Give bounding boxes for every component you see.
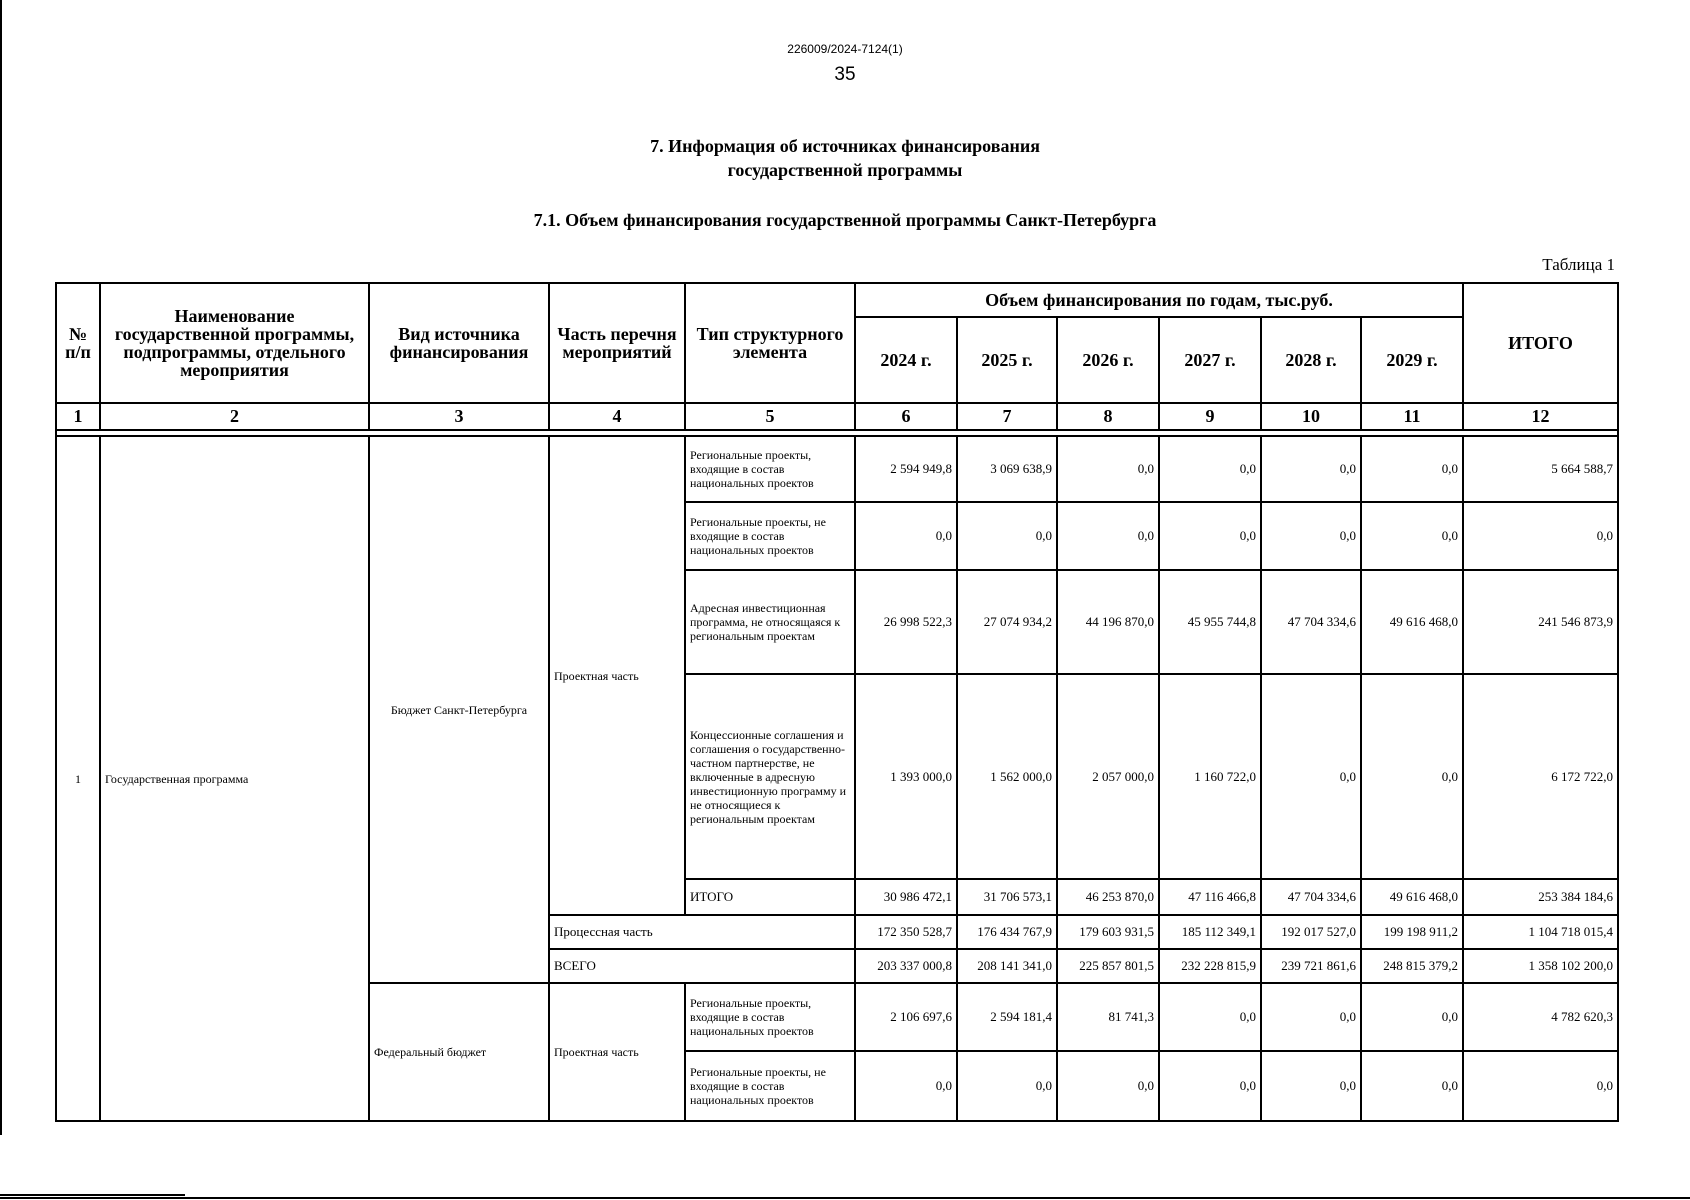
value-cell: 0,0 [1361, 983, 1463, 1051]
value-cell: 225 857 801,5 [1057, 949, 1159, 983]
value-cell: 232 228 815,9 [1159, 949, 1261, 983]
value-cell: 1 393 000,0 [855, 674, 957, 879]
value-cell: 0,0 [1261, 983, 1361, 1051]
section-title-line2: государственной программы [727, 160, 963, 180]
value-cell: 49 616 468,0 [1361, 570, 1463, 674]
header-year: 2029 г. [1361, 317, 1463, 403]
value-cell: 0,0 [1261, 502, 1361, 570]
value-cell: 0,0 [1057, 1051, 1159, 1121]
value-cell: 49 616 468,0 [1361, 879, 1463, 915]
program-number: 1 [56, 436, 100, 1121]
structural-type: ИТОГО [685, 879, 855, 915]
financing-table [55, 282, 1619, 1122]
header-year: 2026 г. [1057, 317, 1159, 403]
value-cell: 2 057 000,0 [1057, 674, 1159, 879]
value-cell: 208 141 341,0 [957, 949, 1057, 983]
value-cell: 0,0 [1361, 1051, 1463, 1121]
column-number: 4 [549, 403, 685, 430]
total-cell: 1 358 102 200,0 [1463, 949, 1618, 983]
value-cell: 192 017 527,0 [1261, 915, 1361, 949]
scan-bottom-tick [0, 1194, 185, 1196]
value-cell: 1 562 000,0 [957, 674, 1057, 879]
value-cell: 172 350 528,7 [855, 915, 957, 949]
structural-type: Концессионные соглашения и соглашения о государственно-частном партнерстве, не включенные в адресную инвестиционную программу и не относящиеся к региональным проектам [685, 674, 855, 879]
value-cell: 2 594 181,4 [957, 983, 1057, 1051]
value-cell: 0,0 [1159, 1051, 1261, 1121]
value-cell: 0,0 [1261, 674, 1361, 879]
structural-type: Региональные проекты, не входящие в состав национальных проектов [685, 1051, 855, 1121]
header-year: 2025 г. [957, 317, 1057, 403]
value-cell: 176 434 767,9 [957, 915, 1057, 949]
structural-type: Региональные проекты, не входящие в состав национальных проектов [685, 502, 855, 570]
header-year: 2024 г. [855, 317, 957, 403]
value-cell: 81 741,3 [1057, 983, 1159, 1051]
section-title [0, 134, 1690, 182]
column-number: 6 [855, 403, 957, 430]
value-cell: 0,0 [957, 502, 1057, 570]
value-cell: 31 706 573,1 [957, 879, 1057, 915]
document-id: 226009/2024-7124(1) [787, 42, 903, 56]
program-name: Государственная программа [100, 436, 369, 1121]
header-name: Наименование государственной программы, подпрограммы, отдельного мероприятия [100, 283, 369, 403]
part-project-federal: Проектная часть [549, 983, 685, 1121]
column-number: 2 [100, 403, 369, 430]
total-cell: 241 546 873,9 [1463, 570, 1618, 674]
header-source: Вид источника финансирования [369, 283, 549, 403]
value-cell: 0,0 [1361, 436, 1463, 502]
header-type: Тип структурного элемента [685, 283, 855, 403]
value-cell: 3 069 638,9 [957, 436, 1057, 502]
value-cell: 47 704 334,6 [1261, 879, 1361, 915]
column-number: 1 [56, 403, 100, 430]
value-cell: 199 198 911,2 [1361, 915, 1463, 949]
value-cell: 179 603 931,5 [1057, 915, 1159, 949]
funding-source-federal: Федеральный бюджет [369, 983, 549, 1121]
value-cell: 27 074 934,2 [957, 570, 1057, 674]
value-cell: 47 116 466,8 [1159, 879, 1261, 915]
value-cell: 0,0 [1361, 502, 1463, 570]
funding-source-spb: Бюджет Санкт-Петербурга [369, 436, 549, 983]
total-cell: 6 172 722,0 [1463, 674, 1618, 879]
value-cell: 0,0 [1361, 674, 1463, 879]
structural-type: Адресная инвестиционная программа, не относящаяся к региональным проектам [685, 570, 855, 674]
value-cell: 0,0 [1159, 502, 1261, 570]
process-part-label: Процессная часть [549, 915, 855, 949]
column-number: 11 [1361, 403, 1463, 430]
value-cell: 44 196 870,0 [1057, 570, 1159, 674]
value-cell: 1 160 722,0 [1159, 674, 1261, 879]
subsection-title: 7.1. Объем финансирования государственной программы Санкт-Петербурга [533, 210, 1157, 230]
value-cell: 45 955 744,8 [1159, 570, 1261, 674]
header-volume: Объем финансирования по годам, тыс.руб. [855, 283, 1463, 317]
value-cell: 47 704 334,6 [1261, 570, 1361, 674]
scan-bottom-border [0, 1197, 1690, 1199]
header-year: 2027 г. [1159, 317, 1261, 403]
value-cell: 30 986 472,1 [855, 879, 957, 915]
structural-type: Региональные проекты, входящие в состав национальных проектов [685, 983, 855, 1051]
all-total-label: ВСЕГО [549, 949, 855, 983]
section-title-line1: 7. Информация об источниках финансирования [650, 136, 1040, 156]
total-cell: 5 664 588,7 [1463, 436, 1618, 502]
column-number: 5 [685, 403, 855, 430]
header-part: Часть перечня мероприятий [549, 283, 685, 403]
total-cell: 4 782 620,3 [1463, 983, 1618, 1051]
column-number: 12 [1463, 403, 1618, 430]
page-number: 35 [834, 64, 856, 85]
column-number: 3 [369, 403, 549, 430]
value-cell: 0,0 [1261, 436, 1361, 502]
column-number: 8 [1057, 403, 1159, 430]
value-cell: 0,0 [1159, 436, 1261, 502]
column-number: 7 [957, 403, 1057, 430]
column-number-row [56, 403, 1618, 430]
total-cell: 1 104 718 015,4 [1463, 915, 1618, 949]
value-cell: 248 815 379,2 [1361, 949, 1463, 983]
header-total: ИТОГО [1463, 283, 1618, 403]
header-year: 2028 г. [1261, 317, 1361, 403]
total-cell: 0,0 [1463, 502, 1618, 570]
value-cell: 26 998 522,3 [855, 570, 957, 674]
value-cell: 203 337 000,8 [855, 949, 957, 983]
table-row [56, 436, 1618, 502]
structural-type: Региональные проекты, входящие в состав национальных проектов [685, 436, 855, 502]
value-cell: 185 112 349,1 [1159, 915, 1261, 949]
value-cell: 0,0 [1057, 502, 1159, 570]
column-number: 9 [1159, 403, 1261, 430]
value-cell: 239 721 861,6 [1261, 949, 1361, 983]
value-cell: 46 253 870,0 [1057, 879, 1159, 915]
value-cell: 2 594 949,8 [855, 436, 957, 502]
column-number: 10 [1261, 403, 1361, 430]
value-cell: 0,0 [1057, 436, 1159, 502]
total-cell: 0,0 [1463, 1051, 1618, 1121]
value-cell: 2 106 697,6 [855, 983, 957, 1051]
table-label: Таблица 1 [1542, 255, 1615, 274]
value-cell: 0,0 [855, 1051, 957, 1121]
value-cell: 0,0 [1261, 1051, 1361, 1121]
value-cell: 0,0 [855, 502, 957, 570]
value-cell: 0,0 [1159, 983, 1261, 1051]
header-number: № п/п [56, 283, 100, 403]
total-cell: 253 384 184,6 [1463, 879, 1618, 915]
value-cell: 0,0 [957, 1051, 1057, 1121]
part-project: Проектная часть [549, 436, 685, 915]
